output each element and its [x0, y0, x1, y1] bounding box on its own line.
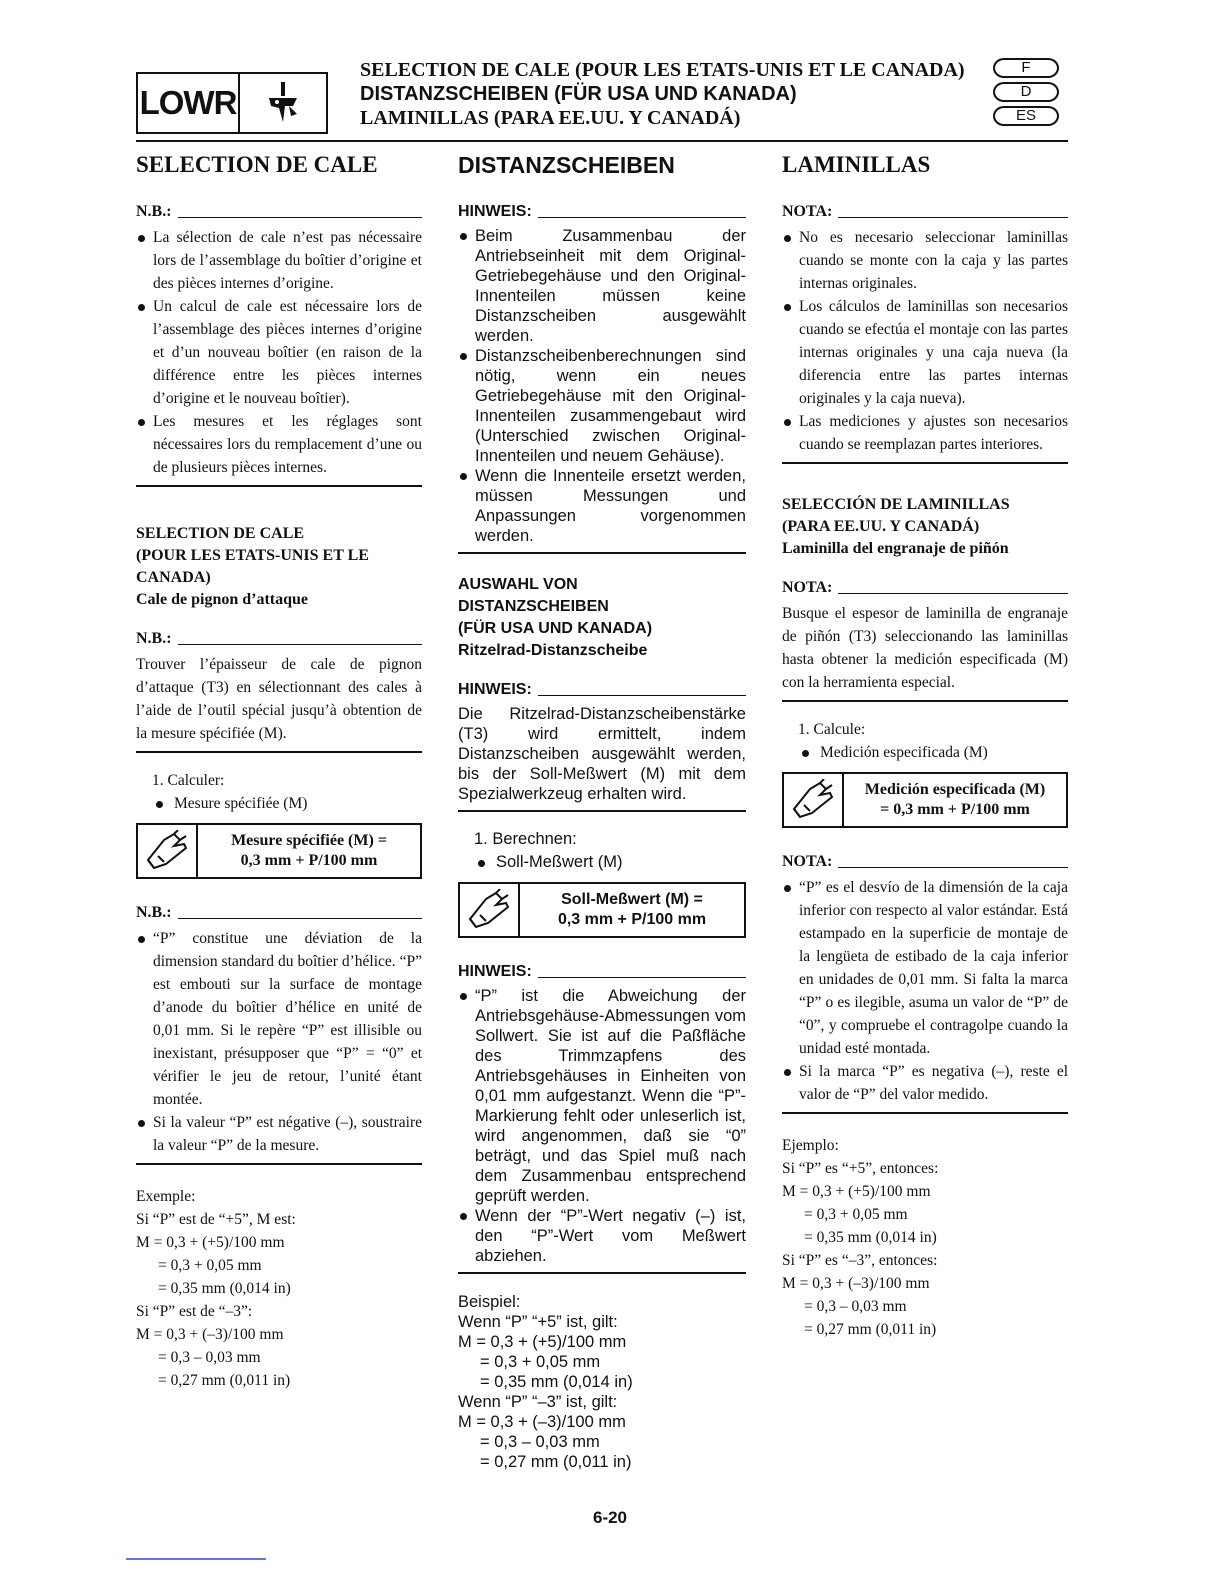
section-title: AUSWAHL VON DISTANZSCHEIBEN (FÜR USA UND KANADA): [458, 576, 653, 637]
calculation-hand-icon: [460, 884, 520, 936]
section-title: SELECTION DE CALE (POUR LES ETATS-UNIS ET LE CANADA): [136, 525, 369, 586]
note-list: [458, 226, 746, 546]
example-block: Exemple: Si “P” est de “+5”, M est: M = 0,3 + (+5)/100 mm = 0,3 + 0,05 mm = 0,35 mm (0,014 in) Si “P” est de “–3”: M = 0,3 + (–3)/100 mm = 0,3 – 0,03 mm = 0,27 mm (0,011 in): [136, 1188, 296, 1389]
note-heading: NOTA:: [782, 578, 1068, 598]
language-badge-es: ES: [984, 106, 1068, 126]
section-logo: [136, 72, 328, 134]
spec-box: [458, 882, 746, 938]
note-heading: NOTA:: [782, 202, 1068, 222]
column-title: LAMINILLAS: [782, 152, 931, 177]
note-heading: HINWEIS:: [458, 680, 746, 700]
example-block: Ejemplo: Si “P” es “+5”, entonces: M = 0,3 + (+5)/100 mm = 0,3 + 0,05 mm = 0,35 mm (0,014 in) Si “P” es “–3”, entonces: M = 0,3 + (–3)/100 mm = 0,3 – 0,03 mm = 0,27 mm (0,011 in): [782, 1137, 939, 1338]
list-item: La sélection de cale n’est pas nécessaire lors de l’assemblage du boîtier d’origine et des pièces internes d’origine.: [136, 226, 422, 295]
note-text: Busque el espesor de laminilla de engranaje de piñón (T3) seleccionando las laminillas hasta obtener la medición especificada (M) con la herramienta especial.: [782, 605, 1068, 691]
note-end-rule: [458, 1272, 746, 1274]
note-heading: N.B.:: [136, 202, 422, 222]
header-title-de: DISTANZSCHEIBEN (FÜR USA UND KANADA): [360, 83, 797, 105]
list-item: Les mesures et les réglages sont nécessaires lors du remplacement d’une ou de plusieurs pièces internes.: [136, 410, 422, 479]
note-text: Die Ritzelrad-Distanzscheibenstärke (T3) wird ermittelt, indem Distanzscheiben ausgewählt werden, bis der Soll-Meßwert (M) mit dem Spezialwerkzeug erhalten wird.: [458, 705, 746, 803]
note-list: [458, 986, 746, 1266]
header-rule: [136, 140, 1068, 142]
list-item: Beim Zusammenbau der Antriebseinheit mit dem Original-Getriebegehäuse und den Original-Innenteilen müssen keine Distanzscheiben ausgewählt werden.: [458, 226, 746, 346]
spec-box: [136, 823, 422, 879]
list-item: “P” ist die Abweichung der Antriebsgehäuse-Abmessungen vom Sollwert. Sie ist auf die Paßfläche des Trimmzapfens des Antriebsgehäuses in Einheiten von 0,01 mm aufgestanzt. Wenn die “P”-Markierung fehlt oder unleserlich ist, wird angenommen, daß sie “0” beträgt, und das Spiel muß nach dem Zusammenbau entsprechend geprüft werden.: [458, 986, 746, 1206]
spec-box: [782, 772, 1068, 828]
list-item: Wenn der “P”-Wert negativ (–) ist, den “P”-Wert vom Meßwert abziehen.: [458, 1206, 746, 1266]
list-item: Distanzscheibenberechnungen sind nötig, wenn ein neues Getriebegehäuse mit den Original-Innenteilen zusammengebaut wird (Unterschied zwischen Original-Innenteilen und neuem Gehäuse).: [458, 346, 746, 466]
spec-text: Mesure spécifiée (M) = 0,3 mm + P/100 mm: [231, 832, 387, 869]
note-end-rule: [782, 462, 1068, 464]
column-spanish: [782, 150, 1068, 1341]
section-subtitle: Laminilla del engranaje de piñón: [782, 540, 1009, 557]
calc-step: 1. Calcule: Medición especificada (M): [782, 718, 1068, 764]
note-heading: N.B.:: [136, 903, 422, 923]
section-subtitle: Ritzelrad-Distanzscheibe: [458, 642, 648, 659]
list-item: No es necesario seleccionar laminillas cuando se monte con la caja y las partes internas originales.: [782, 226, 1068, 295]
note-end-rule: [782, 700, 1068, 702]
propeller-unit-icon: [240, 74, 326, 132]
list-item: Si la marca “P” es negativa (–), reste el valor de “P” del valor medido.: [782, 1060, 1068, 1106]
example-block: Beispiel: Wenn “P” “+5” ist, gilt: M = 0,3 + (+5)/100 mm = 0,3 + 0,05 mm = 0,35 mm (0,014 in) Wenn “P” “–3” ist, gilt: M = 0,3 + (–3)/100 mm = 0,3 – 0,03 mm = 0,27 mm (0,011 in): [458, 1293, 633, 1471]
note-end-rule: [458, 810, 746, 812]
calculation-hand-icon: [138, 825, 198, 877]
page-number: 6-20: [592, 1508, 628, 1527]
note-end-rule: [136, 485, 422, 487]
header-title-fr: SELECTION DE CALE (POUR LES ETATS-UNIS ET LE CANADA): [360, 59, 965, 81]
spec-text: Soll-Meßwert (M) = 0,3 mm + P/100 mm: [557, 891, 707, 928]
column-title: DISTANZSCHEIBEN: [458, 152, 675, 178]
section-title: SELECCIÓN DE LAMINILLAS (PARA EE.UU. Y CANADÁ): [782, 496, 1010, 535]
note-end-rule: [782, 1112, 1068, 1114]
list-item: Wenn die Innenteile ersetzt werden, müssen Messungen und Anpassungen vorgenommen werden.: [458, 466, 746, 546]
language-badge-f: F: [984, 58, 1068, 78]
list-item: “P” constitue une déviation de la dimension standard du boîtier d’hélice. “P” est embouti sur la surface de montage d’anode du boîtier d’hélice en unité de 0,01 mm. Si le repère “P” est illisible ou inexistant, présupposer que “P” = “0” et vérifier le jeu de retour, l’unité étant montée.: [136, 927, 422, 1111]
language-badges: [984, 58, 1068, 130]
list-item: Si la valeur “P” est négative (–), soustraire la valeur “P” de la mesure.: [136, 1111, 422, 1157]
header-title-es: LAMINILLAS (PARA EE.UU. Y CANADÁ): [360, 107, 741, 129]
note-heading: NOTA:: [782, 852, 1068, 872]
header-titles: [360, 58, 1000, 130]
calculation-hand-icon: [784, 774, 844, 826]
note-end-rule: [136, 751, 422, 753]
note-list: [136, 226, 422, 479]
column-german: [458, 150, 746, 1472]
language-badge-d: D: [984, 82, 1068, 102]
note-end-rule: [458, 552, 746, 554]
list-item: Los cálculos de laminillas son necesarios cuando se efectúa el montaje con las partes internas originales y una caja nueva (la diferencia entre las partes internas originales y la caja nueva).: [782, 295, 1068, 410]
column-french: [136, 150, 422, 1392]
column-title: SELECTION DE CALE: [136, 152, 378, 177]
note-list: [136, 927, 422, 1157]
note-text: Trouver l’épaisseur de cale de pignon d’attaque (T3) en sélectionnant des cales à l’aide de l’outil spécial jusqu’à obtention de la mesure spécifiée (M).: [136, 656, 422, 742]
calc-step: 1. Calculer: Mesure spécifiée (M): [136, 769, 422, 815]
section-subtitle: Cale de pignon d’attaque: [136, 591, 309, 608]
note-list: [782, 876, 1068, 1106]
calc-step: 1. Berechnen: Soll-Meßwert (M): [458, 828, 746, 874]
list-item: Un calcul de cale est nécessaire lors de l’assemblage des pièces internes d’origine et d’un nouveau boîtier (en raison de la différence entre les pièces internes d’origine et le nouveau boîtier).: [136, 295, 422, 410]
logo-text: LOWR: [138, 74, 240, 132]
spec-text: Medición especificada (M) = 0,3 mm + P/100 mm: [864, 781, 1046, 818]
list-item: Las mediciones y ajustes son necesarios cuando se reemplazan partes interiores.: [782, 410, 1068, 456]
note-end-rule: [136, 1163, 422, 1165]
note-heading: HINWEIS:: [458, 962, 746, 982]
list-item: “P” es el desvío de la dimensión de la caja inferior con respecto al valor estándar. Está estampado en la superficie de montaje de la lengüeta de estibado de la caja inferior en unidades de 0,01 mm. Si falta la marca “P” o es ilegible, asuma un valor de “P” de “0”, y compruebe el contragolpe cuando la unidad esté montada.: [782, 876, 1068, 1060]
note-heading: HINWEIS:: [458, 202, 746, 222]
note-list: [782, 226, 1068, 456]
note-heading: N.B.:: [136, 629, 422, 649]
footer-rule: [126, 1558, 266, 1560]
